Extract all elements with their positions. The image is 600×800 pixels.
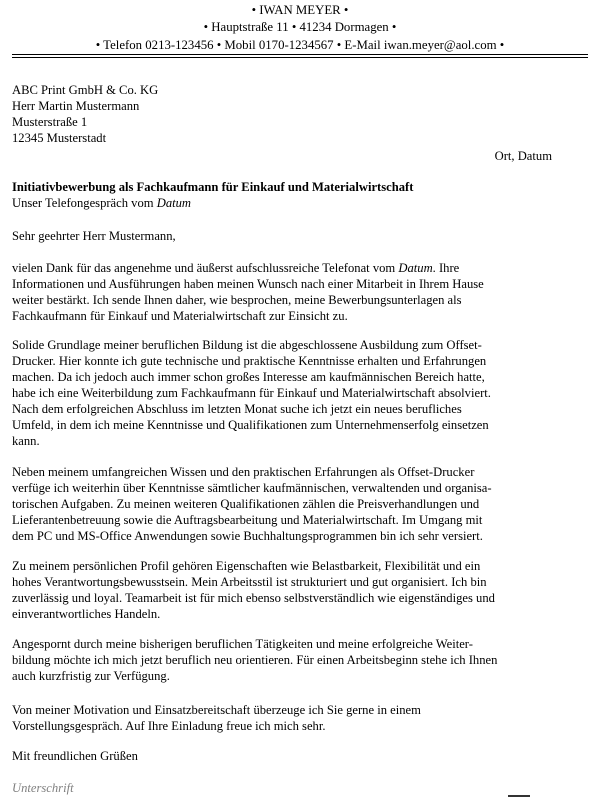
paragraph-line: machen. Da ich jedoch auch immer schon großes Interesse am kaufmännischen Bereich hatte,: [12, 370, 485, 384]
paragraph-line: verfüge ich weiterhin über Kenntnisse sämtlicher kaufmännischen, verwaltenden und organisa-: [12, 481, 492, 495]
recipient-person: Herr Martin Mustermann: [12, 99, 140, 113]
subject-reference-date: Datum: [156, 196, 192, 210]
paragraph-orientation: [12, 636, 497, 684]
paragraph-line: Neben meinem umfangreichen Wissen und den praktischen Erfahrungen als Offset-Drucker: [12, 465, 475, 479]
recipient-address: [12, 82, 158, 146]
subject-reference: [12, 195, 413, 211]
sender-name: • IWAN MEYER •: [251, 3, 349, 17]
place-date: Ort, Datum: [494, 149, 552, 163]
paragraph-interview: [12, 702, 421, 734]
paragraph-line: auch kurzfristig zur Verfügung.: [12, 669, 170, 683]
letterhead: [0, 2, 600, 54]
paragraph-line: Lieferantenbetreuung sowie die Auftragsbearbeitung und Materialwirtschaft. Im Umgang mit: [12, 513, 483, 527]
paragraph-line: torischen Aufgaben. Zu meinen weiteren Qualifikationen zählen die Preisverhandlungen und: [12, 497, 480, 511]
paragraph-line: dem PC und MS-Office Anwendungen sowie Buchhaltungsprogrammen bin ich sehr versiert.: [12, 529, 483, 543]
paragraph-profile: [12, 558, 495, 622]
paragraph-line: [12, 260, 484, 276]
paragraph-qualifications: [12, 464, 492, 544]
paragraph-education: [12, 337, 491, 449]
paragraph-line: Angespornt durch meine bisherigen beruflichen Tätigkeiten und meine erfolgreiche Weiter-: [12, 637, 473, 651]
paragraph-line: Zu meinem persönlichen Profil gehören Eigenschaften wie Belastbarkeit, Flexibilität und ein: [12, 559, 481, 573]
paragraph-line: Vorstellungsgespräch. Auf Ihre Einladung freue ich mich sehr.: [12, 719, 326, 733]
recipient-company: ABC Print GmbH & Co. KG: [12, 83, 159, 97]
paragraph-line: hohes Verantwortungsbewusstsein. Mein Arbeitsstil ist strukturiert und gut organisiert. Ich bin: [12, 575, 487, 589]
paragraph-line: Fachkaufmann für Einkauf und Materialwirtschaft zur Einsicht zu.: [12, 309, 348, 323]
paragraph-line: kann.: [12, 434, 40, 448]
paragraph-text: vielen Dank für das angenehme und äußerst aufschlussreiche Telefonat vom: [12, 261, 399, 275]
signature-placeholder: Unterschrift: [12, 781, 74, 795]
paragraph-thanks: [12, 260, 484, 324]
letterhead-rule-bottom: [12, 57, 588, 58]
subject-block: [12, 179, 413, 211]
paragraph-line: einverantwortliches Handeln.: [12, 607, 161, 621]
paragraph-line: weiter bestärkt. Ich sende Ihnen daher, wie besprochen, meine Bewerbungsunterlagen als: [12, 293, 462, 307]
paragraph-text: . Ihre: [432, 261, 460, 275]
sender-contact: • Telefon 0213-123456 • Mobil 0170-1234567 • E-Mail iwan.meyer@aol.com •: [95, 37, 505, 52]
paragraph-line: Drucker. Hier konnte ich gute technische und praktische Kenntnisse erhalten und Erfahrungen: [12, 354, 487, 368]
paragraph-line: Solide Grundlage meiner beruflichen Bildung ist die abgeschlossene Ausbildung zum Offset-: [12, 338, 482, 352]
paragraph-date: Datum: [398, 261, 433, 275]
recipient-street: Musterstraße 1: [12, 115, 88, 129]
sender-address: • Hauptstraße 11 • 41234 Dormagen •: [203, 20, 397, 35]
closing: Mit freundlichen Grüßen: [12, 749, 138, 763]
paragraph-line: bildung möchte ich mich jetzt beruflich neu orientieren. Für einen Arbeitsbeginn stehe ich Ihnen: [12, 653, 498, 667]
recipient-city: 12345 Musterstadt: [12, 131, 107, 145]
salutation: Sehr geehrter Herr Mustermann,: [12, 229, 176, 243]
paragraph-line: Umfeld, in dem ich meine Kenntnisse und Qualifikationen zum Unternehmenserfolg einsetzen: [12, 418, 489, 432]
paragraph-line: Von meiner Motivation und Einsatzbereitschaft überzeuge ich Sie gerne in einem: [12, 703, 421, 717]
page-edge-mark: [508, 795, 530, 797]
paragraph-line: habe ich eine Weiterbildung zum Fachkaufmann für Einkauf und Materialwirtschaft absolviert.: [12, 386, 491, 400]
letterhead-rule-top: [12, 54, 588, 55]
paragraph-line: zuverlässig und loyal. Teamarbeit ist für mich ebenso selbstverständlich wie eigenständiges und: [12, 591, 495, 605]
paragraph-line: Informationen und Ausführungen haben meinen Wunsch nach einer Mitarbeit in Ihrem Hause: [12, 277, 484, 291]
subject-title: Initiativbewerbung als Fachkaufmann für Einkauf und Materialwirtschaft: [12, 180, 414, 194]
subject-reference-text: Unser Telefongespräch vom: [12, 196, 157, 210]
paragraph-line: Nach dem erfolgreichen Abschluss im letzten Monat suche ich jetzt ein neues berufliches: [12, 402, 462, 416]
